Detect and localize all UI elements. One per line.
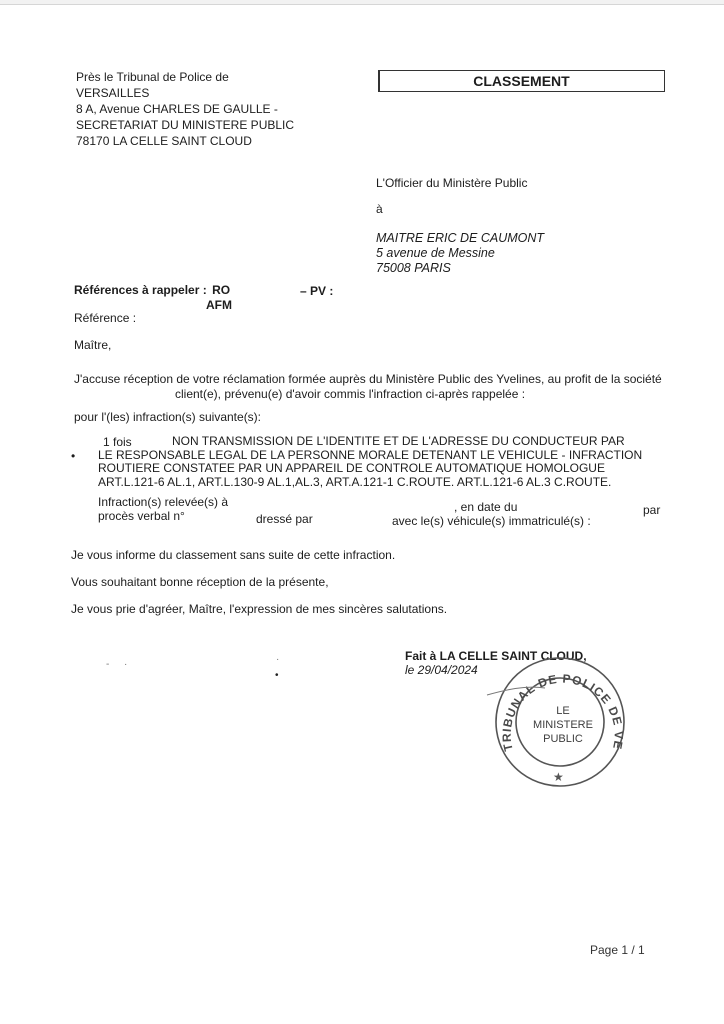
recipient-street: 5 avenue de Messine bbox=[376, 246, 495, 260]
reception-line: Vous souhaitant bonne réception de la présente, bbox=[71, 575, 329, 589]
sender-line: Près le Tribunal de Police de bbox=[76, 70, 229, 84]
offence-line: ROUTIERE CONSTATEE PAR UN APPAREIL DE CONTROLE AUTOMATIQUE HOMOLOGUE bbox=[98, 461, 605, 475]
par-label: par bbox=[643, 503, 661, 517]
page-number: Page 1 / 1 bbox=[590, 943, 645, 957]
stamp-line-2: MINISTERE bbox=[533, 719, 593, 731]
stamp-seal-icon bbox=[485, 650, 635, 790]
recipient-block bbox=[376, 175, 544, 276]
signature-date: le 29/04/2024 bbox=[405, 663, 478, 677]
infractions-intro: pour l'(les) infraction(s) suivante(s): bbox=[74, 410, 262, 424]
document-type: CLASSEMENT bbox=[473, 73, 570, 89]
star-icon: ★ bbox=[553, 770, 564, 784]
receipt-line-2: client(e), prévenu(e) d'avoir commis l'infraction ci-après rappelée : bbox=[175, 387, 526, 401]
scan-speck: - bbox=[106, 659, 110, 670]
relevee-label: Infraction(s) relevée(s) à bbox=[98, 495, 229, 509]
signature-place: Fait à LA CELLE SAINT CLOUD, bbox=[405, 649, 587, 663]
closing-line: Je vous prie d'agréer, Maître, l'expression de mes sincères salutations. bbox=[71, 602, 448, 616]
references-row bbox=[74, 283, 230, 297]
classement-line: Je vous informe du classement sans suite de cette infraction. bbox=[71, 548, 396, 562]
sender-line: SECRETARIAT DU MINISTERE PUBLIC bbox=[76, 118, 295, 132]
scan-speck: · bbox=[276, 654, 280, 665]
offence-line: ART.L.121-6 AL.1, ART.L.130-9 AL.1,AL.3, ART.A.121-1 C.ROUTE. ART.L.121-6 AL.3 C.ROUTE. bbox=[98, 474, 612, 489]
stamp-line-3: PUBLIC bbox=[543, 733, 583, 745]
sender-line: 78170 LA CELLE SAINT CLOUD bbox=[76, 134, 252, 148]
official-stamp bbox=[485, 650, 635, 793]
sender-line: VERSAILLES bbox=[76, 86, 150, 100]
reference-label: Référence : bbox=[74, 311, 137, 325]
recipient-name: MAITRE ERIC DE CAUMONT bbox=[376, 231, 545, 245]
offence-description bbox=[98, 435, 642, 489]
offence-line: LE RESPONSABLE LEGAL DE LA PERSONNE MORALE DETENANT LE VEHICULE - INFRACTION bbox=[98, 447, 643, 462]
sender-line: 8 A, Avenue CHARLES DE GAULLE - bbox=[76, 102, 278, 116]
offence-count: 1 fois bbox=[103, 435, 132, 449]
offence-line: NON TRANSMISSION DE L'IDENTITE ET DE L'ADRESSE DU CONDUCTEUR PAR bbox=[172, 434, 625, 448]
en-date-label: , en date du bbox=[454, 500, 518, 514]
recipient-city: 75008 PARIS bbox=[376, 261, 451, 275]
scan-speck: • bbox=[275, 670, 279, 681]
sender-address bbox=[76, 69, 294, 149]
receipt-line-1: J'accuse réception de votre réclamation formée auprès du Ministère Public des Yvelines, au profit de la société bbox=[74, 372, 662, 386]
vehicle-label: avec le(s) véhicule(s) immatriculé(s) : bbox=[392, 514, 591, 528]
salutation: Maître, bbox=[74, 338, 112, 352]
to-label: à bbox=[376, 202, 383, 216]
bullet-icon: • bbox=[71, 449, 76, 463]
scan-speck: · bbox=[124, 659, 128, 670]
ro-label: RO bbox=[212, 283, 231, 297]
pv-label: – PV : bbox=[300, 284, 334, 298]
dresse-par-label: dressé par bbox=[256, 512, 313, 526]
pv-number-label: procès verbal n° bbox=[98, 509, 185, 523]
references-label: Références à rappeler : bbox=[74, 283, 207, 297]
sender-officer: L'Officier du Ministère Public bbox=[376, 176, 528, 190]
stamp-ring-text: TRIBUNAL DE POLICE DE VE bbox=[499, 671, 626, 753]
document-type-box bbox=[378, 70, 665, 92]
afm-label: AFM bbox=[206, 298, 232, 312]
stamp-line-1: LE bbox=[556, 705, 570, 717]
scan-top-edge bbox=[0, 0, 724, 5]
